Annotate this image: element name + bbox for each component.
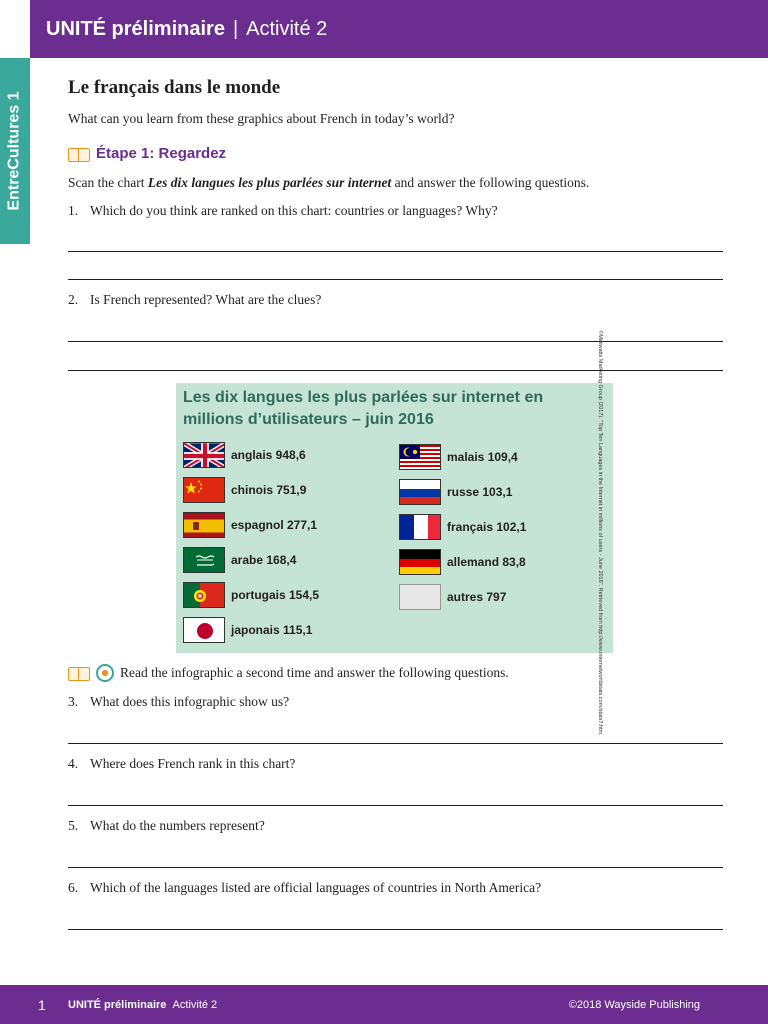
portugal-flag-icon <box>183 582 225 608</box>
language-entry <box>399 514 526 540</box>
question-text: Where does French rank in this chart? <box>90 756 296 771</box>
language-entry <box>183 512 317 538</box>
language-label: anglais 948,6 <box>231 448 306 462</box>
answer-line[interactable] <box>68 251 723 252</box>
header-activity: Activité 2 <box>246 17 328 40</box>
question-number: 3. <box>68 694 79 709</box>
footer-copyright: ©2018 Wayside Publishing <box>568 998 700 1011</box>
answer-line[interactable] <box>68 929 723 930</box>
question-number: 5. <box>68 818 79 833</box>
side-tab <box>0 58 30 244</box>
language-label: espagnol 277,1 <box>231 518 318 532</box>
question-number: 6. <box>68 880 79 895</box>
language-label: allemand 83,8 <box>447 555 526 569</box>
question-4 <box>68 756 295 772</box>
read-again-row <box>68 664 509 682</box>
question-5 <box>68 818 265 834</box>
question-number: 1. <box>68 203 79 218</box>
footer-activity: Activité 2 <box>172 998 218 1011</box>
question-2 <box>68 292 321 308</box>
language-entry <box>399 549 526 575</box>
credit-text: ©Miniwatts Marketing Group (2017). "Top Ten Languages in the Internet in millions of users - June 2016". Retrieved from http://www.internetworldstats.com/stats7.htm. <box>597 330 603 736</box>
language-entry <box>399 584 506 610</box>
answer-line[interactable] <box>68 805 723 806</box>
answer-line[interactable] <box>68 743 723 744</box>
uk-flag-icon <box>183 442 225 468</box>
question-text: What do the numbers represent? <box>90 818 265 833</box>
question-number: 4. <box>68 756 79 771</box>
language-label: chinois 751,9 <box>231 483 307 497</box>
header-separator: | <box>232 17 239 40</box>
step1-intro-before: Scan the chart <box>68 175 148 190</box>
language-entry <box>183 442 306 468</box>
language-entry <box>399 444 518 470</box>
page-header <box>30 0 768 58</box>
step1-intro-after: and answer the following questions. <box>391 175 590 190</box>
language-label: portugais 154,5 <box>231 588 320 602</box>
question-text: Is French represented? What are the clues? <box>90 292 322 307</box>
saudi-flag-icon <box>183 547 225 573</box>
infographic-title: Les dix langues les plus parlées sur internet en millions d’utilisateurs – juin 2016 <box>183 389 544 428</box>
language-entry <box>183 477 306 503</box>
language-label: japonais 115,1 <box>231 623 313 637</box>
question-3 <box>68 694 289 710</box>
side-tab-label: EntreCultures 1 <box>6 91 24 211</box>
footer-title <box>68 999 217 1011</box>
step1-heading <box>68 145 226 162</box>
question-number: 2. <box>68 292 79 307</box>
blank-flag-icon <box>399 584 441 610</box>
answer-line[interactable] <box>68 370 723 371</box>
germany-flag-icon <box>399 549 441 575</box>
book-icon <box>68 147 90 161</box>
infographic-credit <box>593 330 607 736</box>
language-label: autres 797 <box>447 590 507 604</box>
step1-intro <box>68 175 589 191</box>
question-6 <box>68 880 541 896</box>
globe-icon <box>96 664 114 682</box>
language-label: arabe 168,4 <box>231 553 297 567</box>
book-icon <box>68 666 90 680</box>
answer-line[interactable] <box>68 867 723 868</box>
question-text: Which do you think are ranked on this chart: countries or languages? Why? <box>90 203 498 218</box>
header-unit: UNITÉ préliminaire <box>46 17 225 40</box>
malaysia-flag-icon <box>399 444 441 470</box>
spain-flag-icon <box>183 512 225 538</box>
page-footer <box>0 985 768 1024</box>
page-title: Le français dans le monde <box>68 77 281 98</box>
question-text: Which of the languages listed are official languages of countries in North America? <box>90 880 542 895</box>
question-text: What does this infographic show us? <box>90 694 290 709</box>
language-entry <box>183 547 296 573</box>
page-number: 1 <box>38 996 46 1013</box>
language-entry <box>183 617 312 643</box>
language-entry <box>183 582 319 608</box>
read-again-text: Read the infographic a second time and answer the following questions. <box>120 665 509 680</box>
answer-line[interactable] <box>68 341 723 342</box>
china-flag-icon <box>183 477 225 503</box>
footer-unit: UNITÉ préliminaire <box>68 998 167 1011</box>
language-entry <box>399 479 512 505</box>
russia-flag-icon <box>399 479 441 505</box>
language-label: français 102,1 <box>447 520 527 534</box>
answer-line[interactable] <box>68 279 723 280</box>
france-flag-icon <box>399 514 441 540</box>
japan-flag-icon <box>183 617 225 643</box>
question-1 <box>68 203 498 219</box>
step1-intro-italic: Les dix langues les plus parlées sur internet <box>147 175 392 190</box>
page-subtitle: What can you learn from these graphics about French in today’s world? <box>68 111 455 126</box>
language-label: russe 103,1 <box>447 485 513 499</box>
language-label: malais 109,4 <box>447 450 518 464</box>
step1-heading-label: Étape 1: Regardez <box>96 145 227 162</box>
